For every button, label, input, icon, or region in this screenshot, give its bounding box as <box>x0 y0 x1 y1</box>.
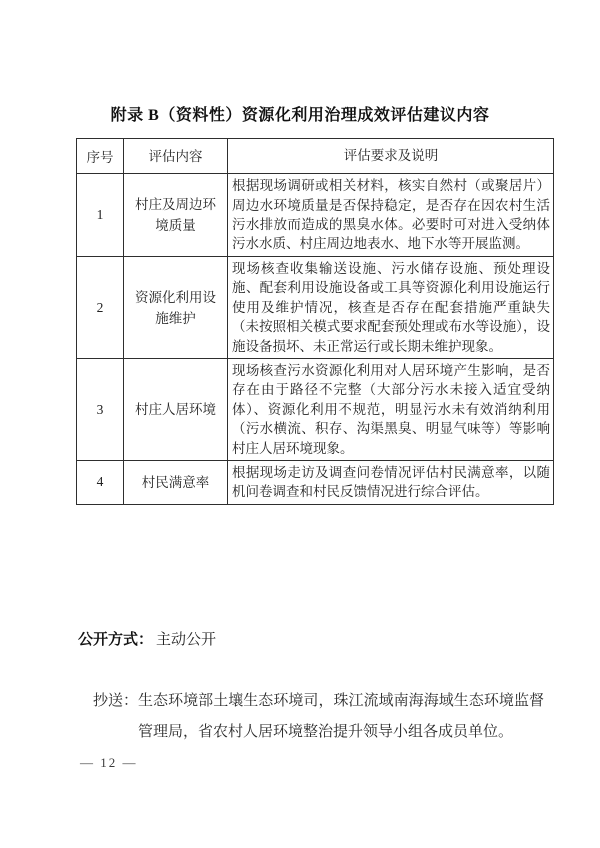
table-row <box>77 461 554 505</box>
evaluation-table <box>76 138 554 505</box>
row-no: 1 <box>77 174 124 257</box>
row-content: 资源化利用设施维护 <box>124 257 228 359</box>
column-header-no: 序号 <box>77 139 124 174</box>
row-content: 村民满意率 <box>124 461 228 505</box>
table-header-row <box>77 139 554 174</box>
row-description: 根据现场调研或相关材料，核实自然村（或聚居片）周边水环境质量是否保持稳定，是否存在因农村生活污水排放而造成的黑臭水体。必要时可对进入受纳体污水水质、村庄周边地表水、地下水等开展监测。 <box>228 174 554 257</box>
page-number: — 12 — <box>80 755 138 770</box>
column-header-description: 评估要求及说明 <box>228 139 554 174</box>
row-no: 2 <box>77 257 124 359</box>
row-content: 村庄及周边环境质量 <box>124 174 228 257</box>
table-row <box>77 257 554 359</box>
cc-value: 生态环境部土壤生态环境司，珠江流域南海海域生态环境监督管理局，省农村人居环境整治提升领导小组各成员单位。 <box>138 693 544 740</box>
column-header-content: 评估内容 <box>124 139 228 174</box>
table-row <box>77 359 554 461</box>
row-no: 4 <box>77 461 124 505</box>
cc-label: 抄送： <box>93 693 139 709</box>
row-description: 现场核查收集输送设施、污水储存设施、预处理设施、配套利用设施设备或工具等资源化利用设施运行使用及维护情况，核查是否存在配套措施严重缺失（未按照相关模式要求配套预处理或布水等设施），设施设备损坏、未正常运行或长期未维护现象。 <box>228 257 554 359</box>
row-description: 根据现场走访及调查问卷情况评估村民满意率，以随机问卷调查和村民反馈情况进行综合评估。 <box>228 461 554 505</box>
appendix-title: 附录 B（资料性）资源化利用治理成效评估建议内容 <box>110 107 490 124</box>
row-no: 3 <box>77 359 124 461</box>
disclosure-value: 主动公开 <box>156 632 217 648</box>
cc-line <box>93 686 545 748</box>
disclosure-line <box>78 628 216 649</box>
row-content: 村庄人居环境 <box>124 359 228 461</box>
disclosure-label: 公开方式： <box>78 632 154 648</box>
row-description: 现场核查污水资源化利用对人居环境产生影响，是否存在由于路径不完整（大部分污水未接入适宜受纳体）、资源化利用不规范，明显污水未有效消纳利用（污水横流、积存、沟渠黑臭、明显气味等）等影响村庄人居环境现象。 <box>228 359 554 461</box>
table-row <box>77 174 554 257</box>
